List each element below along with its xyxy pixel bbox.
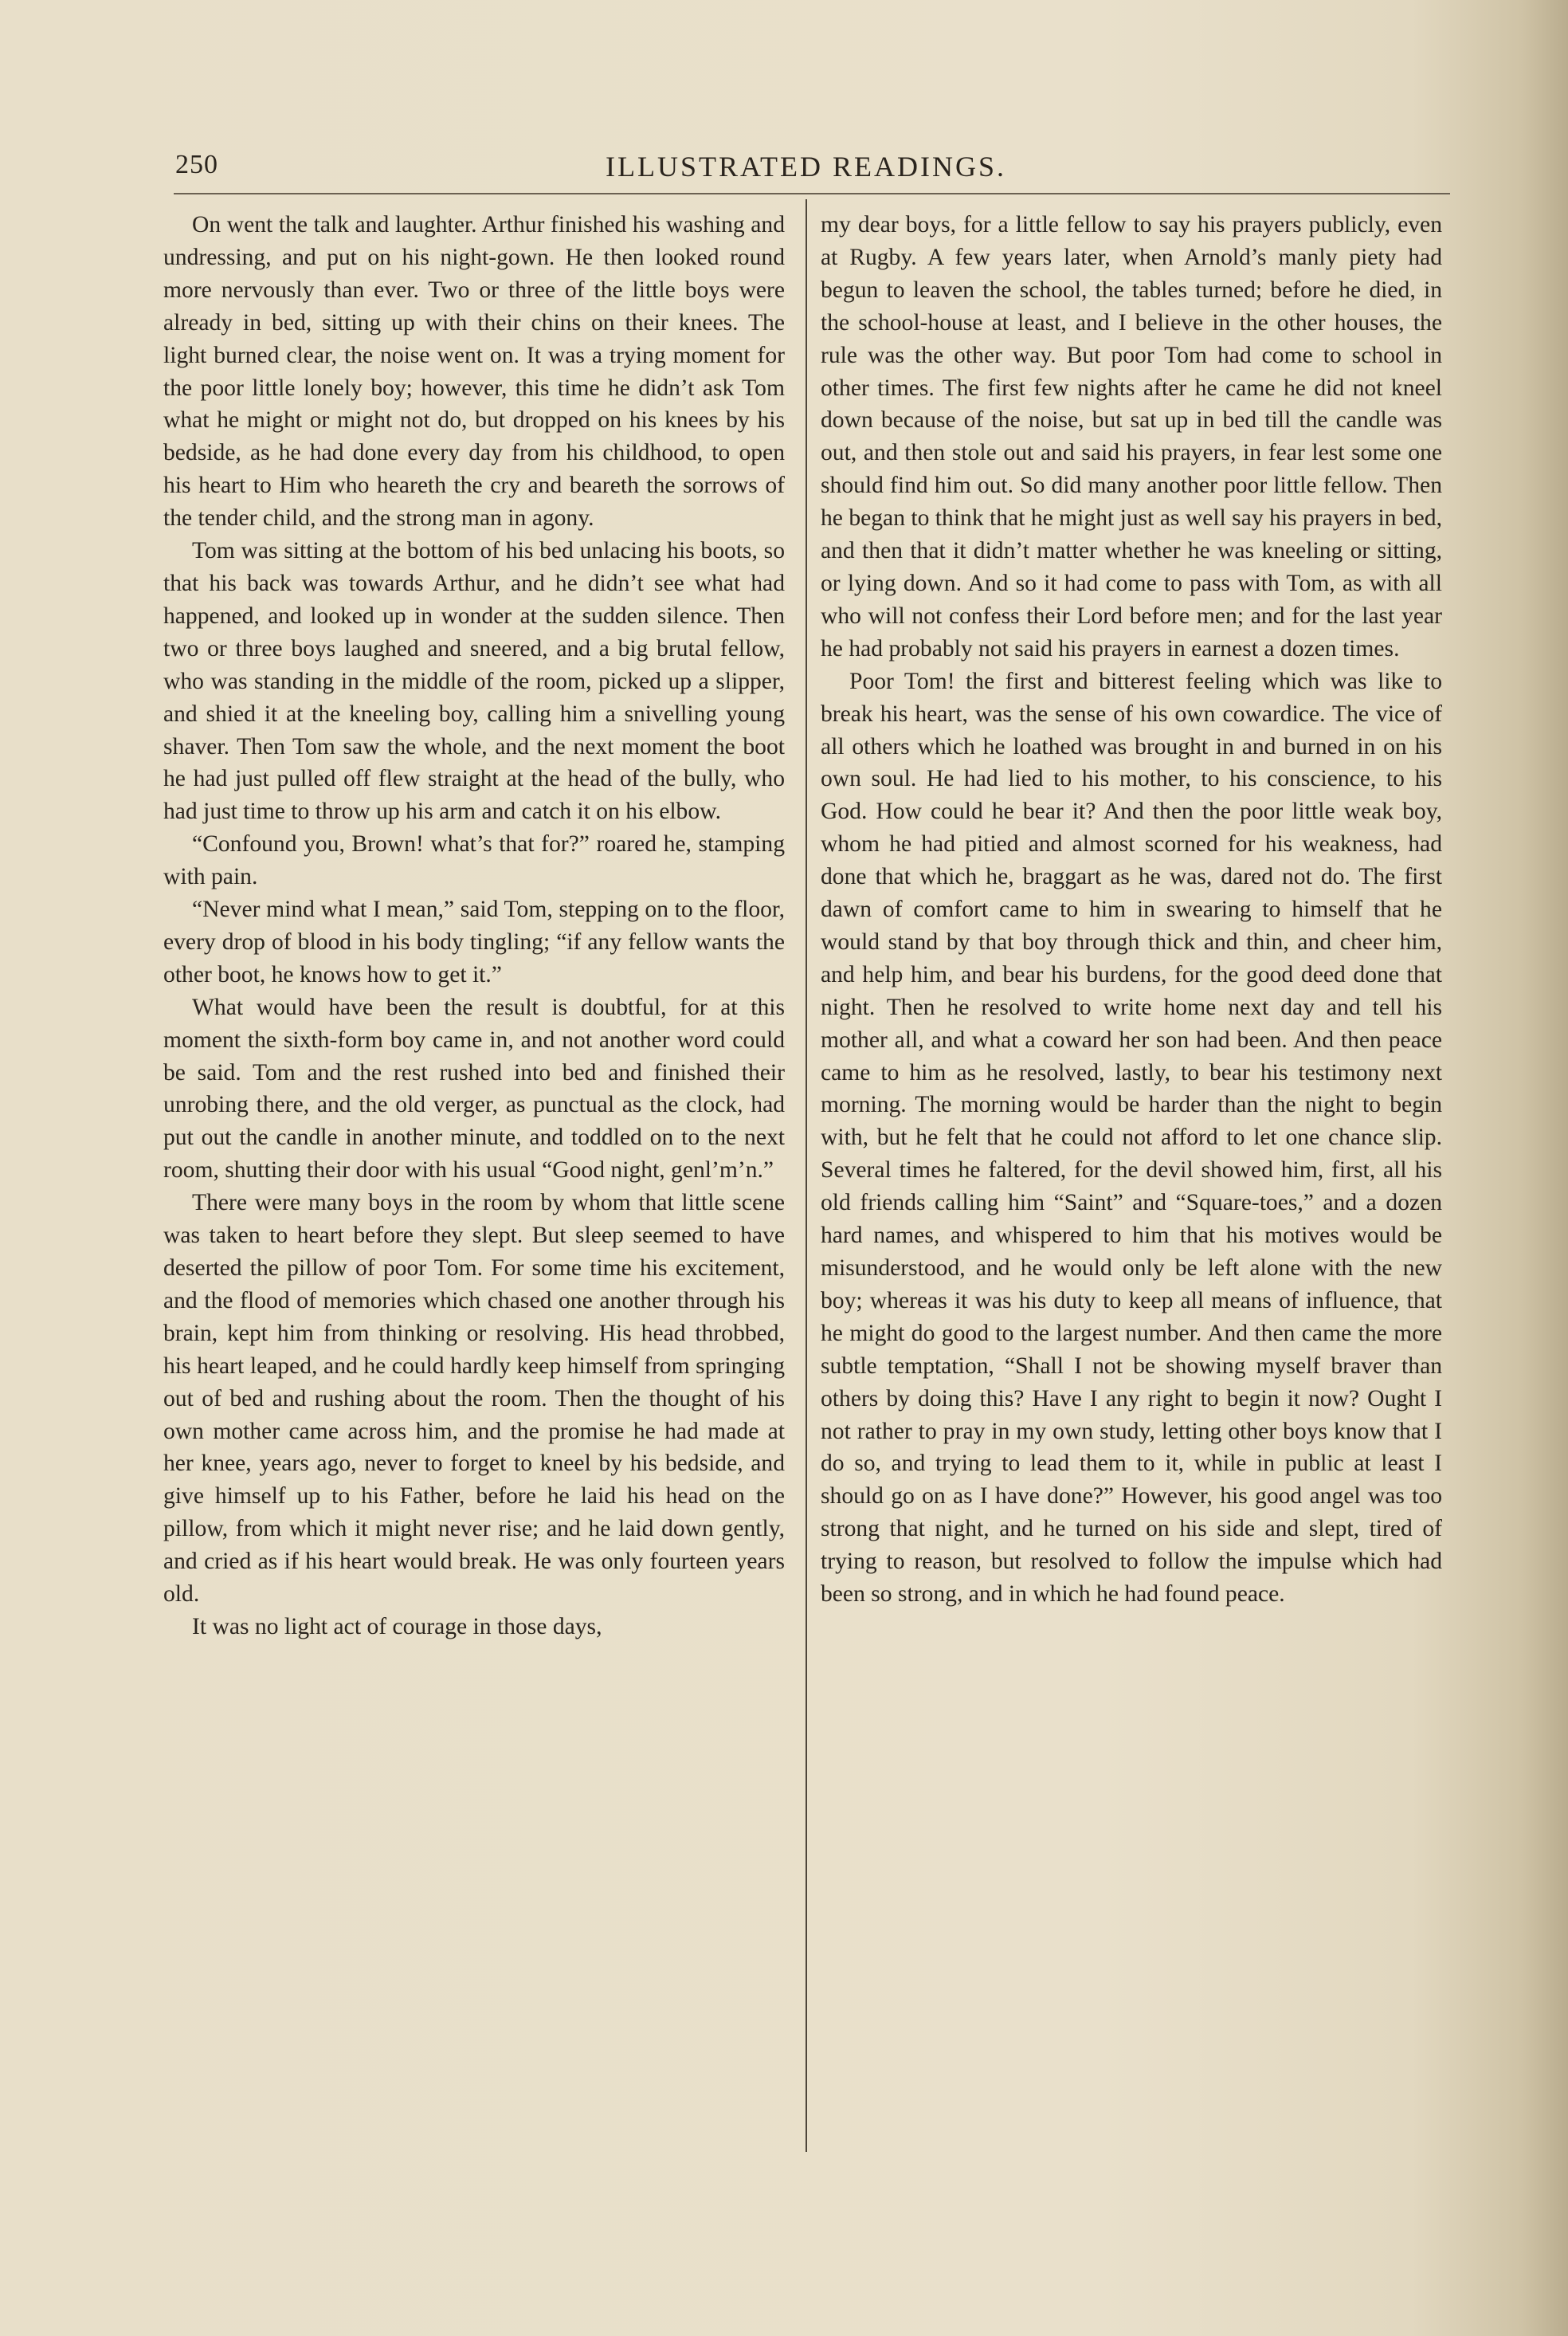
paragraph: It was no light act of courage in those days, [192, 1613, 602, 1639]
column-divider [806, 199, 807, 2152]
paragraph: Poor Tom! the first and bitterest feeling which was like to break his heart, was the sense of his own cowardice. The vice of all others which he loathed was brought in and burned in on his own soul. He had lied to his mother, to his conscience, to his God. How could he bear it? And then the poor little weak boy, whom he had pitied and almost scorned for his weakness, had done that which he, braggart as he was, dared not do. The first dawn of comfort came to him in swearing to himself that he would stand by that boy through thick and thin, and cheer him, and help him, and bear his burdens, for the good deed done that night. Then he resolved to write home next day and tell his mother all, and what a coward her son had been. And then peace came to him as he resolved, lastly, to bear his testimony next morning. The morning would be harder than the night to begin with, but he felt that he could not afford to let one chance slip. Several times he faltered, for the devil showed him, first, all his old friends calling him “Saint” and “Square-toes,” and a dozen hard names, and whispered to him that his motives would be misunderstood, and he would only be left alone with the new boy; whereas it was his duty to keep all means of influence, that he might do good to the largest number. And then came the more subtle temptation, “Shall I not be showing myself braver than others by doing this? Have I any right to begin it now? Ought I not rather to pray in my own study, letting other boys know that I do so, and trying to lead them to it, while in public at least I should go on as I have done?” However, his good angel was too strong that night, and he turned on his side and slept, tired of trying to reason, but resolved to follow the impulse which had been so strong, and in which he had found peace. [821, 668, 1442, 1608]
paragraph-continuation: my dear boys, for a little fellow to say his prayers publicly, even at Rugby. A few years later, when Arnold’s manly piety had begun to leaven the school, the tables turned; before he died, in the school-house at least, and I believe in the other houses, the rule was the other way. But poor Tom had come to school in other times. The first few nights after he came he did not kneel down because of the noise, but sat up in bed till the candle was out, and then stole out and said his prayers, in fear lest some one should find him out. So did many another poor little fellow. Then he began to think that he might just as well say his prayers in bed, and then that it didn’t matter whether he was kneeling or sitting, or lying down. And so it had come to pass with Tom, as with all who will not confess their Lord before men; and for the last year he had probably not said his prayers in earnest a dozen times. [821, 212, 1442, 662]
page-number: 250 [175, 150, 218, 179]
paragraph: “Confound you, Brown! what’s that for?” roared he, stamping with pain. [163, 831, 785, 890]
paragraph: Tom was sitting at the bottom of his bed unlacing his boots, so that his back was towards Arthur, and he didn’t see what had happened, and looked up in wonder at the sudden silence. Then two or three boys laughed and sneered, and a big brutal fellow, who was standing in the middle of the room, picked up a slipper, and shied it at the kneeling boy, calling him a snivelling young shaver. Then Tom saw the whole, and the next moment the boot he had just pulled off flew straight at the head of the bully, who had just time to throw up his arm and catch it on his elbow. [163, 538, 785, 825]
right-column [821, 209, 1442, 1611]
left-column [163, 209, 785, 1643]
paragraph: On went the talk and laughter. Arthur finished his washing and undressing, and put on his night-gown. He then looked round more nervously than ever. Two or three of the little boys were already in bed, sitting up with their chins on their knees. The light burned clear, the noise went on. It was a trying moment for the poor little lonely boy; however, this time he didn’t ask Tom what he might or might not do, but dropped on his knees by his bedside, as he had done every day from his childhood, to open his heart to Him who heareth the cry and beareth the sorrows of the tender child, and the strong man in agony. [163, 212, 785, 532]
page-header [175, 150, 1450, 188]
paragraph: What would have been the result is doubtful, for at this moment the sixth-form boy came in, and not another word could be said. Tom and the rest rushed into bed and finished their unrobing there, and the old verger, as punctual as the clock, had put out the candle in another minute, and toddled on to the next room, shutting their door with his usual “Good night, genl’m’n.” [163, 994, 785, 1184]
running-title: ILLUSTRATED READINGS. [606, 151, 1006, 183]
header-rule [174, 193, 1450, 194]
paragraph: “Never mind what I mean,” said Tom, stepping on to the floor, every drop of blood in his body tingling; “if any fellow wants the other boot, he knows how to get it.” [163, 897, 785, 987]
paragraph: There were many boys in the room by whom that little scene was taken to heart before they slept. But sleep seemed to have deserted the pillow of poor Tom. For some time his excitement, and the flood of memories which chased one another through his brain, kept him from thinking or resolving. His head throbbed, his heart leaped, and he could hardly keep himself from springing out of bed and rushing about the room. Then the thought of his own mother came across him, and the promise he had made at her knee, years ago, never to forget to kneel by his bedside, and give himself up to his Father, before he laid his head on the pillow, from which it might never rise; and he laid down gently, and cried as if his heart would break. He was only fourteen years old. [163, 1190, 785, 1608]
